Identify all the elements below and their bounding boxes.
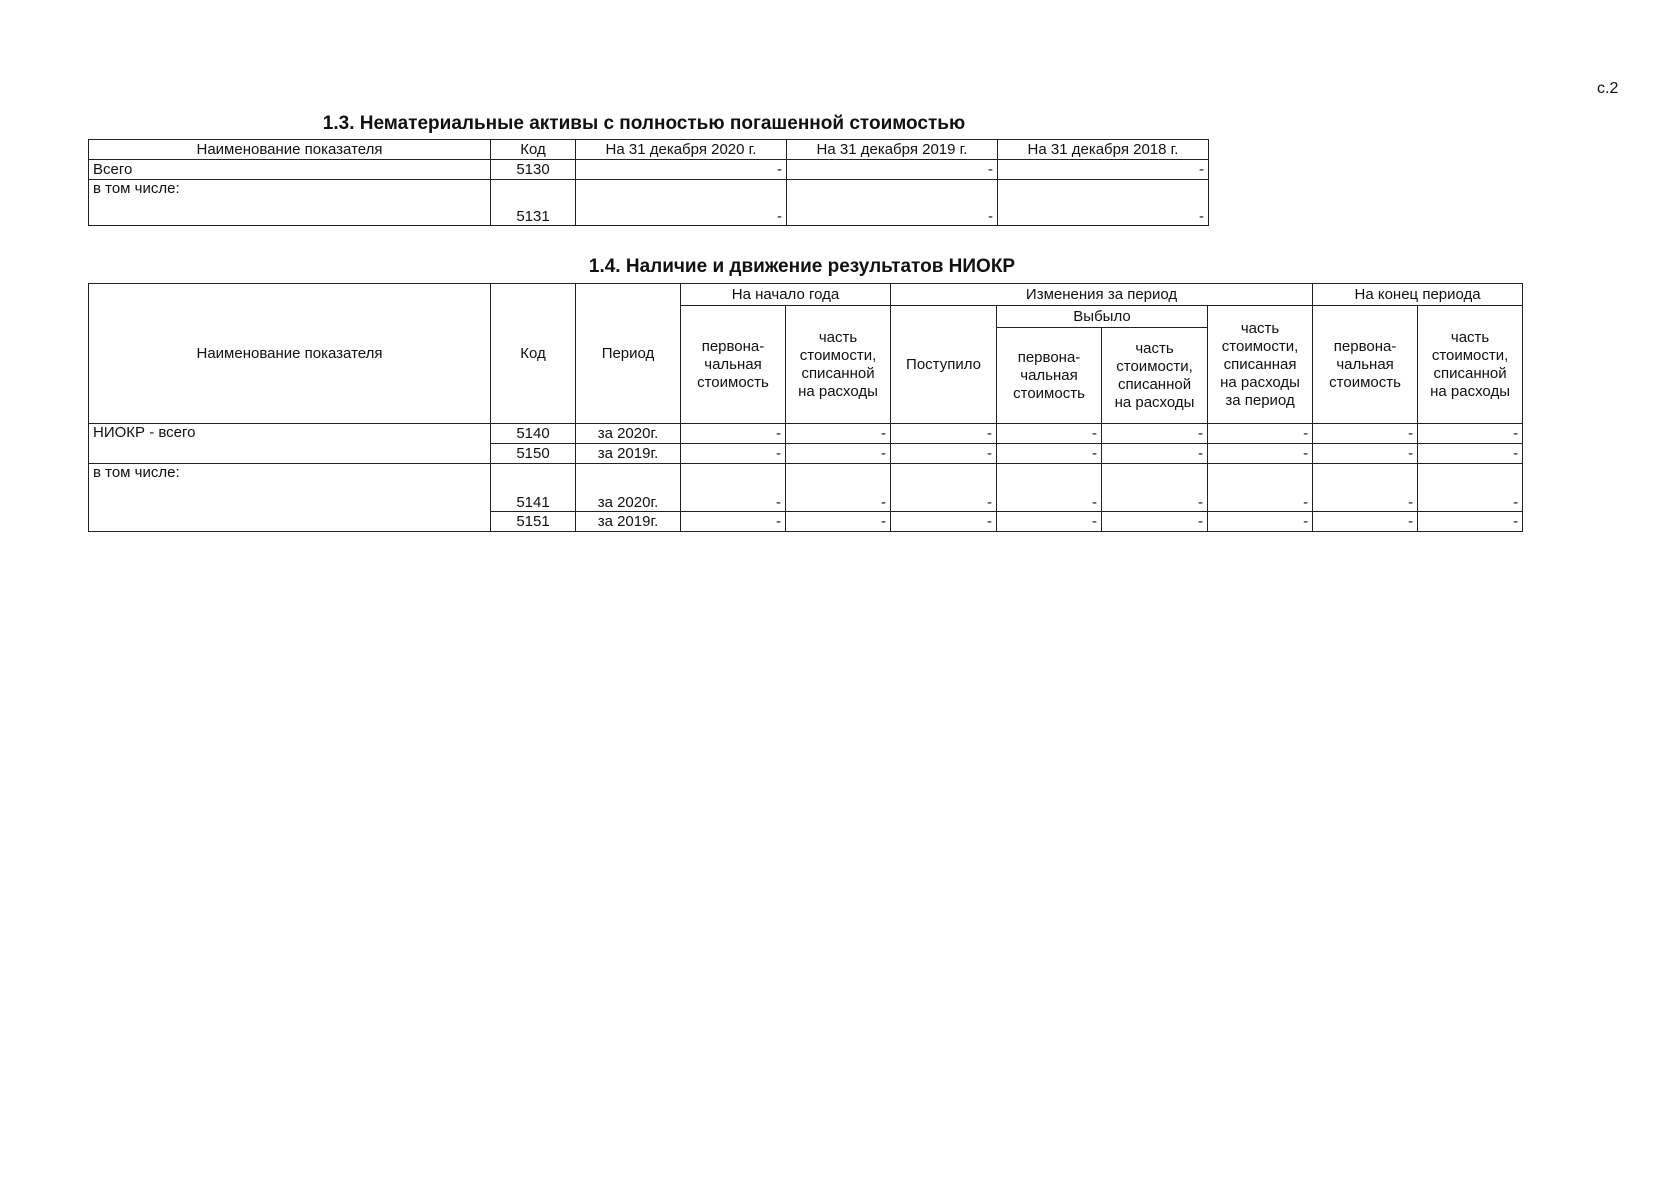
value-cell: -: [891, 512, 997, 532]
table-row: [89, 424, 1523, 444]
header-name: Наименование показателя: [89, 140, 491, 160]
value-cell: -: [997, 444, 1102, 464]
value-cell: -: [1313, 444, 1418, 464]
row-code: 5140: [491, 424, 576, 444]
row-name: в том числе:: [89, 180, 491, 226]
header-retired-group: Выбыло: [997, 306, 1208, 328]
row-code: 5131: [491, 180, 576, 226]
value-cell: -: [1102, 424, 1208, 444]
value-cell: -: [786, 512, 891, 532]
header-code: Код: [491, 284, 576, 424]
value-cell: -: [1418, 424, 1523, 444]
header-2018: На 31 декабря 2018 г.: [998, 140, 1209, 160]
value-cell: -: [576, 160, 787, 180]
value-cell: -: [1418, 464, 1523, 512]
row-name: Всего: [89, 160, 491, 180]
row-period: за 2020г.: [576, 424, 681, 444]
row-period: за 2020г.: [576, 464, 681, 512]
row-code: 5150: [491, 444, 576, 464]
value-cell: -: [787, 180, 998, 226]
value-cell: -: [681, 512, 786, 532]
value-cell: -: [1102, 464, 1208, 512]
value-cell: -: [576, 180, 787, 226]
header-2020: На 31 декабря 2020 г.: [576, 140, 787, 160]
row-period: за 2019г.: [576, 444, 681, 464]
row-code: 5151: [491, 512, 576, 532]
header-written-period: часть стоимости, списанная на расходы за период: [1208, 306, 1313, 424]
value-cell: -: [997, 464, 1102, 512]
row-period: за 2019г.: [576, 512, 681, 532]
row-code: 5130: [491, 160, 576, 180]
header-end-written: часть стоимости, списанной на расходы: [1418, 306, 1523, 424]
value-cell: -: [998, 160, 1209, 180]
value-cell: -: [891, 464, 997, 512]
table-row: [89, 464, 1523, 512]
value-cell: -: [1208, 424, 1313, 444]
value-cell: -: [787, 160, 998, 180]
header-2019: На 31 декабря 2019 г.: [787, 140, 998, 160]
value-cell: -: [1208, 512, 1313, 532]
table-1-3: [88, 139, 1209, 226]
table-header-row: [89, 140, 1209, 160]
row-name: в том числе:: [89, 464, 491, 532]
table-1-4-title: 1.4. Наличие и движение результатов НИОКР: [588, 256, 1016, 277]
value-cell: -: [786, 424, 891, 444]
header-received: Поступило: [891, 306, 997, 424]
value-cell: -: [786, 444, 891, 464]
header-name: Наименование показателя: [89, 284, 491, 424]
header-start-initial: первона- чальная стоимость: [681, 306, 786, 424]
header-retired-initial: первона- чальная стоимость: [997, 328, 1102, 424]
header-retired-written: часть стоимости, списанной на расходы: [1102, 328, 1208, 424]
header-end-initial: первона- чальная стоимость: [1313, 306, 1418, 424]
header-period: Период: [576, 284, 681, 424]
value-cell: -: [1313, 464, 1418, 512]
table-row: [89, 160, 1209, 180]
table-1-4: [88, 283, 1523, 532]
row-code: 5141: [491, 464, 576, 512]
value-cell: -: [1102, 512, 1208, 532]
value-cell: -: [681, 424, 786, 444]
value-cell: -: [998, 180, 1209, 226]
value-cell: -: [681, 464, 786, 512]
value-cell: -: [1418, 444, 1523, 464]
value-cell: -: [997, 424, 1102, 444]
value-cell: -: [1208, 464, 1313, 512]
value-cell: -: [1313, 424, 1418, 444]
table-1-3-title: 1.3. Нематериальные активы с полностью погашенной стоимостью: [322, 113, 966, 134]
value-cell: -: [891, 444, 997, 464]
row-name: НИОКР - всего: [89, 424, 491, 464]
value-cell: -: [1418, 512, 1523, 532]
header-start-written: часть стоимости, списанной на расходы: [786, 306, 891, 424]
value-cell: -: [1313, 512, 1418, 532]
header-start-group: На начало года: [681, 284, 891, 306]
value-cell: -: [786, 464, 891, 512]
header-changes-group: Изменения за период: [891, 284, 1313, 306]
value-cell: -: [1208, 444, 1313, 464]
value-cell: -: [1102, 444, 1208, 464]
header-end-group: На конец периода: [1313, 284, 1523, 306]
value-cell: -: [997, 512, 1102, 532]
header-code: Код: [491, 140, 576, 160]
table-header-row: [89, 284, 1523, 306]
value-cell: -: [891, 424, 997, 444]
table-row: [89, 180, 1209, 226]
page-number: с.2: [1597, 80, 1619, 97]
value-cell: -: [681, 444, 786, 464]
